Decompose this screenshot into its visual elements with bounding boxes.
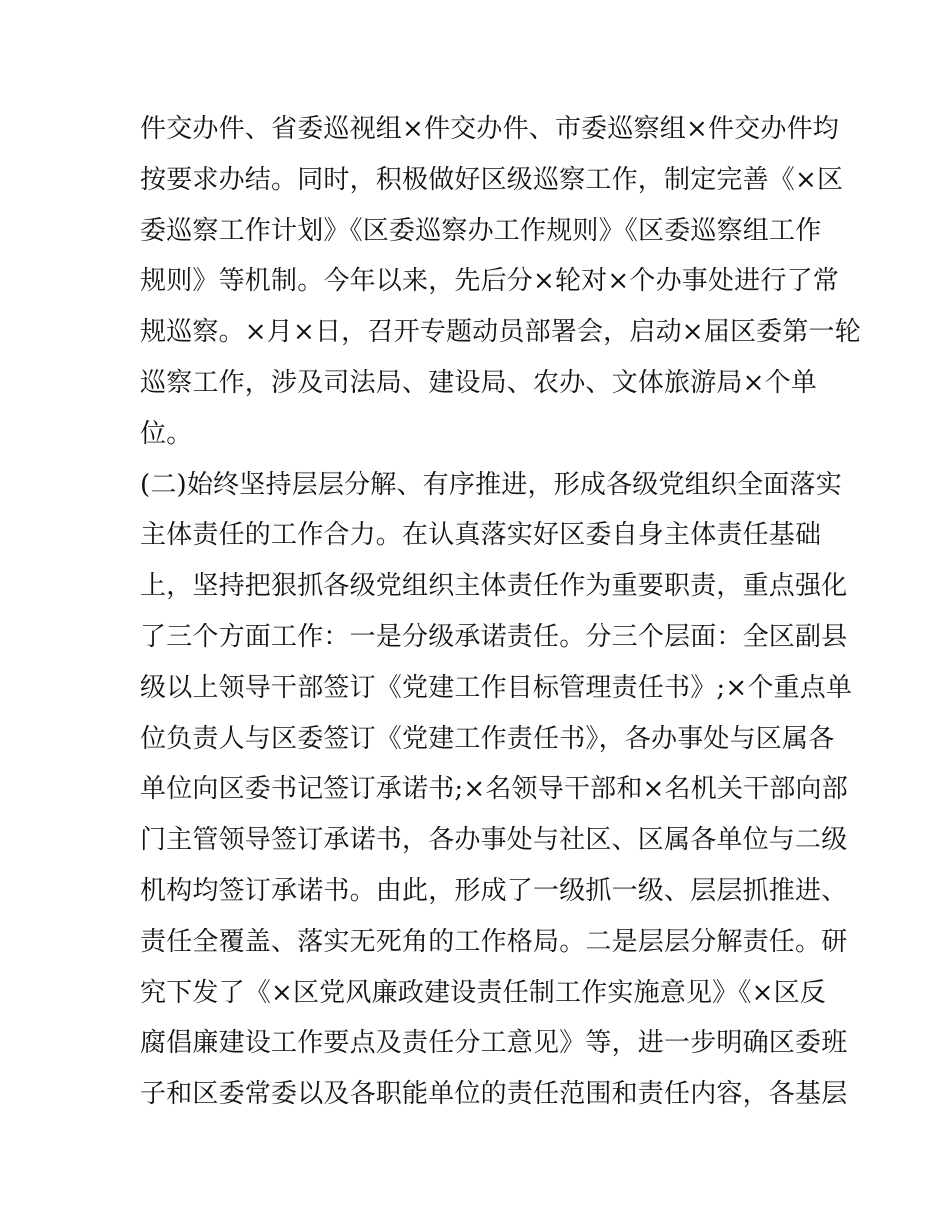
text-line: 规巡察。×月×日，召开专题动员部署会，启动×届区委第一轮 bbox=[140, 317, 861, 348]
body-text bbox=[140, 104, 861, 1120]
text-line: 究下发了《×区党风廉政建设责任制工作实施意见》《×区反 bbox=[140, 977, 826, 1008]
text-line: 机构均签订承诺书。由此，形成了一级抓一级、层层抓推进、 bbox=[140, 875, 848, 906]
section-heading-line: (二)始终坚持层层分解、有序推进，形成各级党组织全面落实 bbox=[140, 469, 842, 500]
text-line: 门主管领导签订承诺书，各办事处与社区、区属各单位与二级 bbox=[140, 825, 848, 856]
text-line: 了三个方面工作：一是分级承诺责任。分三个层面：全区副县 bbox=[140, 621, 848, 652]
text-line: 件交办件、省委巡视组×件交办件、市委巡察组×件交办件均 bbox=[140, 114, 839, 144]
text-line: 腐倡廉建设工作要点及责任分工意见》等，进一步明确区委班 bbox=[140, 1028, 848, 1059]
text-line: 位。 bbox=[140, 418, 193, 449]
text-line: 责任全覆盖、落实无死角的工作格局。二是层层分解责任。研 bbox=[140, 926, 848, 957]
text-line: 单位向区委书记签订承诺书;×名领导干部和×名机关干部向部 bbox=[140, 774, 848, 805]
text-line: 委巡察工作计划》《区委巡察办工作规则》《区委巡察组工作 bbox=[140, 215, 822, 246]
text-line: 级以上领导干部签订《党建工作目标管理责任书》;×个重点单 bbox=[140, 672, 853, 703]
text-line: 上，坚持把狠抓各级党组织主体责任作为重要职责，重点强化 bbox=[140, 571, 848, 602]
text-line: 子和区委常委以及各职能单位的责任范围和责任内容，各基层 bbox=[140, 1079, 848, 1110]
text-line: 巡察工作，涉及司法局、建设局、农办、文体旅游局×个单 bbox=[140, 367, 817, 398]
text-line: 按要求办结。同时，积极做好区级巡察工作，制定完善《×区 bbox=[140, 164, 844, 195]
text-line: 位负责人与区委签订《党建工作责任书》，各办事处与区属各 bbox=[140, 723, 835, 754]
text-line: 规则》等机制。今年以来，先后分×轮对×个办事处进行了常 bbox=[140, 266, 839, 297]
text-line: 主体责任的工作合力。在认真落实好区委自身主体责任基础 bbox=[140, 520, 822, 551]
